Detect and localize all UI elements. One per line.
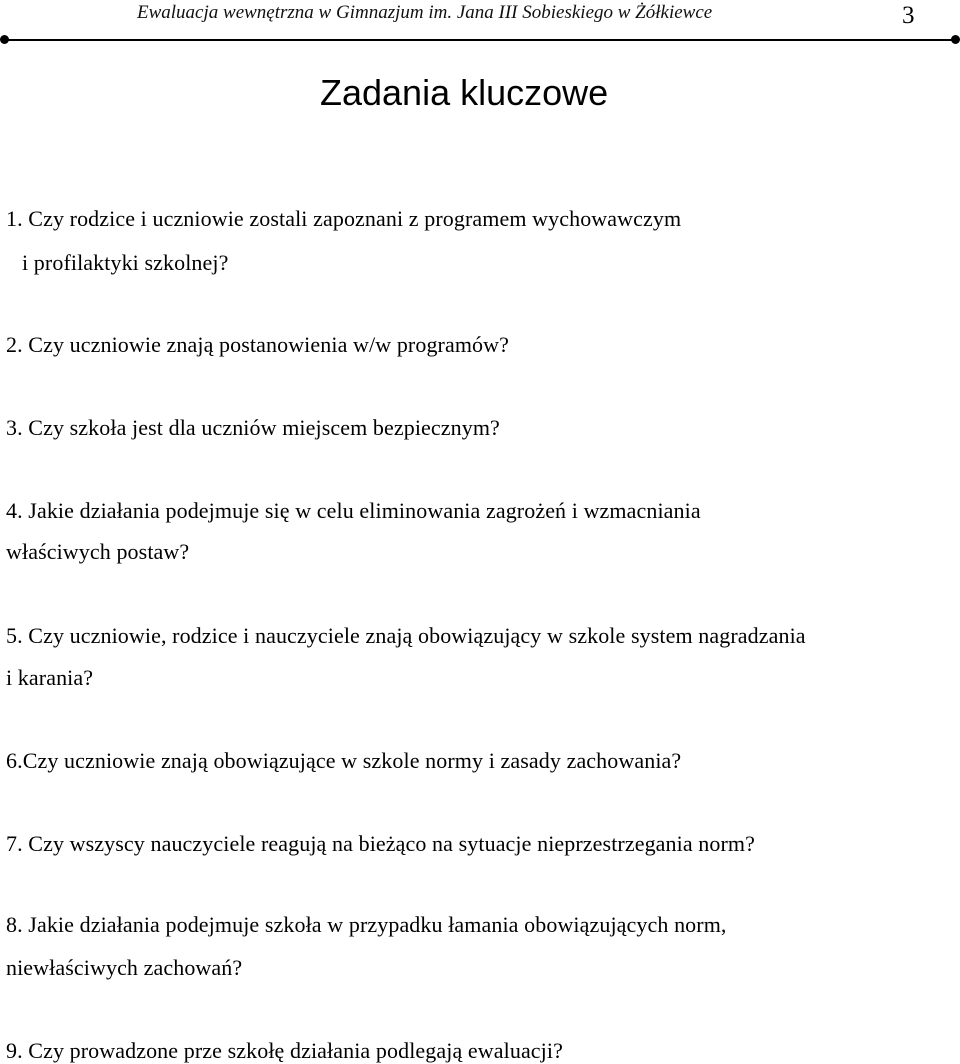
- question-line: 1. Czy rodzice i uczniowie zostali zapoznani z programem wychowawczym: [6, 206, 682, 231]
- question-line: 5. Czy uczniowie, rodzice i nauczyciele znają obowiązujący w szkole system nagradzania: [6, 623, 806, 648]
- question-line: 7. Czy wszyscy nauczyciele reagują na bieżąco na sytuacje nieprzestrzegania norm?: [6, 831, 756, 856]
- question-line: niewłaściwych zachowań?: [6, 955, 243, 980]
- header-rule: [4, 39, 956, 41]
- question-line: i karania?: [6, 665, 94, 690]
- question-line: i profilaktyki szkolnej?: [22, 250, 229, 275]
- question-line: 6.Czy uczniowie znają obowiązujące w szkole normy i zasady zachowania?: [6, 748, 682, 773]
- question-line: 9. Czy prowadzone prze szkołę działania podlegają ewaluacji?: [6, 1038, 563, 1063]
- question-line: 8. Jakie działania podejmuje szkoła w przypadku łamania obowiązujących norm,: [6, 912, 727, 937]
- running-header-title: Ewaluacja wewnętrzna w Gimnazjum im. Jana III Sobieskiego w Żółkiewce: [137, 2, 713, 23]
- page-title: Zadania kluczowe: [320, 72, 609, 113]
- question-line: właściwych postaw?: [6, 539, 190, 564]
- header-rule-right-dot: [951, 35, 960, 44]
- question-line: 2. Czy uczniowie znają postanowienia w/w programów?: [6, 332, 509, 357]
- page-number: 3: [902, 2, 915, 29]
- question-line: 3. Czy szkoła jest dla uczniów miejscem bezpiecznym?: [6, 415, 500, 440]
- header-rule-left-dot: [0, 35, 9, 44]
- question-line: 4. Jakie działania podejmuje się w celu eliminowania zagrożeń i wzmacniania: [6, 498, 701, 523]
